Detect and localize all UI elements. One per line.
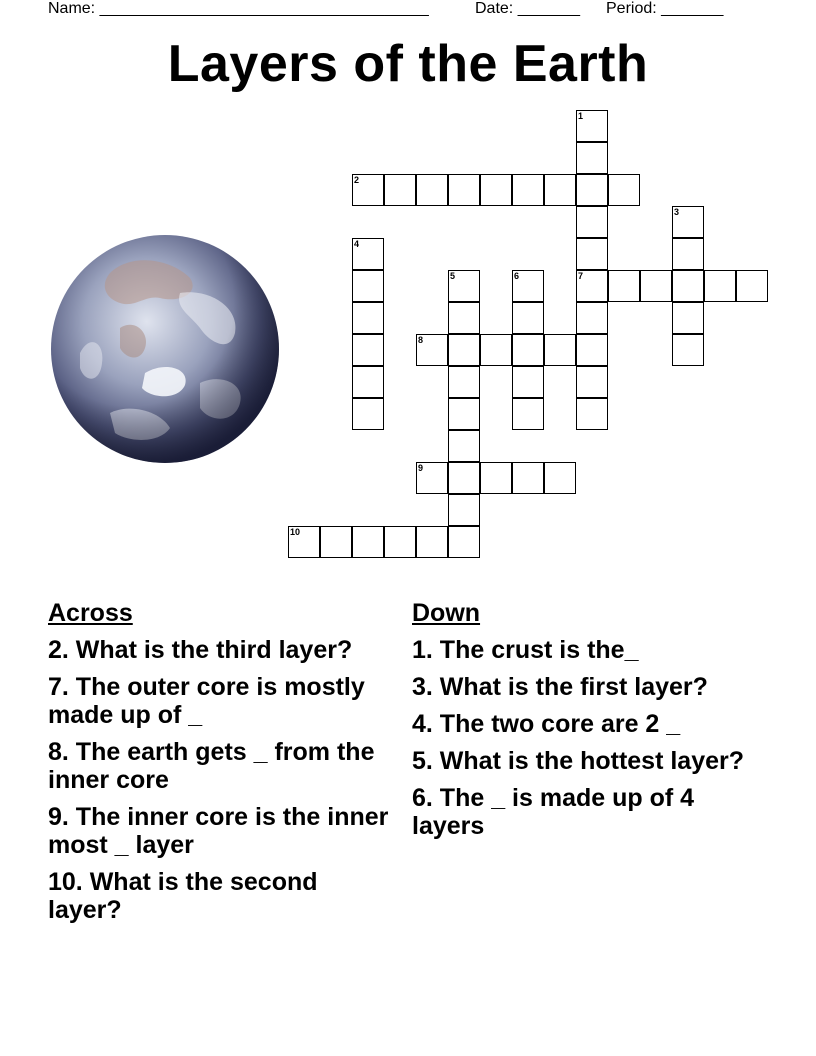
crossword-cell[interactable] <box>640 270 672 302</box>
crossword-cell[interactable] <box>608 174 640 206</box>
crossword-cell[interactable] <box>448 430 480 462</box>
down-heading: Down <box>412 599 481 627</box>
across-heading: Across <box>48 599 133 627</box>
clue-number: 3 <box>674 207 680 217</box>
crossword-cell[interactable] <box>384 526 416 558</box>
crossword-cell[interactable] <box>672 238 704 270</box>
crossword-cell[interactable] <box>512 398 544 430</box>
crossword-cell[interactable] <box>352 398 384 430</box>
across-clue: 10. What is the second layer? <box>48 868 318 924</box>
crossword-cell[interactable] <box>608 270 640 302</box>
clue-number: 5 <box>450 271 456 281</box>
crossword-cell[interactable] <box>544 334 576 366</box>
crossword-cell[interactable] <box>512 302 544 334</box>
crossword-cell[interactable] <box>576 334 608 366</box>
clue-number: 6 <box>514 271 520 281</box>
crossword-cell[interactable] <box>448 462 480 494</box>
crossword-cell[interactable] <box>544 174 576 206</box>
across-clue: 2. What is the third layer? <box>48 636 353 664</box>
crossword-cell[interactable] <box>736 270 768 302</box>
crossword-cell[interactable] <box>416 174 448 206</box>
clue-number: 9 <box>418 463 424 473</box>
crossword-cell[interactable] <box>320 526 352 558</box>
crossword-cell[interactable] <box>352 302 384 334</box>
down-clue: 6. The _ is made up of 4 layers <box>412 784 695 840</box>
down-clue: 4. The two core are 2 _ <box>412 710 681 738</box>
crossword-cell[interactable] <box>448 398 480 430</box>
crossword-cell[interactable] <box>576 142 608 174</box>
crossword-cell[interactable] <box>512 174 544 206</box>
crossword-cell[interactable] <box>672 302 704 334</box>
crossword-cell[interactable] <box>352 270 384 302</box>
clue-number: 8 <box>418 335 424 345</box>
across-clue: 9. The inner core is the inner most _ layer <box>48 803 389 859</box>
crossword-cell[interactable] <box>352 334 384 366</box>
crossword-cell[interactable] <box>448 334 480 366</box>
clue-number: 4 <box>354 239 360 249</box>
period-field: Period: _______ <box>606 0 724 17</box>
crossword-cell[interactable] <box>576 238 608 270</box>
clue-number: 7 <box>578 271 584 281</box>
crossword-cell[interactable] <box>576 366 608 398</box>
clue-number: 1 <box>578 111 584 121</box>
crossword-cell[interactable] <box>576 174 608 206</box>
crossword-cell[interactable] <box>704 270 736 302</box>
date-field: Date: _______ <box>475 0 580 17</box>
crossword-cell[interactable] <box>576 302 608 334</box>
down-clue: 5. What is the hottest layer? <box>412 747 745 775</box>
crossword-cell[interactable] <box>448 494 480 526</box>
crossword-cell[interactable] <box>448 526 480 558</box>
crossword-cell[interactable] <box>544 462 576 494</box>
down-clue: 3. What is the first layer? <box>412 673 708 701</box>
crossword-cell[interactable] <box>448 366 480 398</box>
across-clue: 7. The outer core is mostly made up of _ <box>48 673 365 729</box>
name-field: Name: _____________________________________ <box>48 0 429 17</box>
page-title: Layers of the Earth <box>167 35 649 93</box>
crossword-cell[interactable] <box>576 398 608 430</box>
crossword-cell[interactable] <box>448 302 480 334</box>
across-clue: 8. The earth gets _ from the inner core <box>48 738 375 794</box>
crossword-cell[interactable] <box>480 174 512 206</box>
crossword-cell[interactable] <box>672 334 704 366</box>
crossword-cell[interactable] <box>480 462 512 494</box>
crossword-cell[interactable] <box>384 174 416 206</box>
crossword-cell[interactable] <box>672 270 704 302</box>
crossword-cell[interactable] <box>352 526 384 558</box>
down-clue: 1. The crust is the_ <box>412 636 639 664</box>
crossword-cell[interactable] <box>448 174 480 206</box>
crossword-cell[interactable] <box>480 334 512 366</box>
crossword-cell[interactable] <box>416 526 448 558</box>
crossword-cell[interactable] <box>512 366 544 398</box>
clue-number: 2 <box>354 175 360 185</box>
across-clues <box>48 598 398 933</box>
crossword-cell[interactable] <box>576 206 608 238</box>
crossword-cell[interactable] <box>512 462 544 494</box>
down-clues <box>412 598 762 849</box>
clue-number: 10 <box>290 527 301 537</box>
crossword-cell[interactable] <box>352 366 384 398</box>
crossword-cell[interactable] <box>512 334 544 366</box>
